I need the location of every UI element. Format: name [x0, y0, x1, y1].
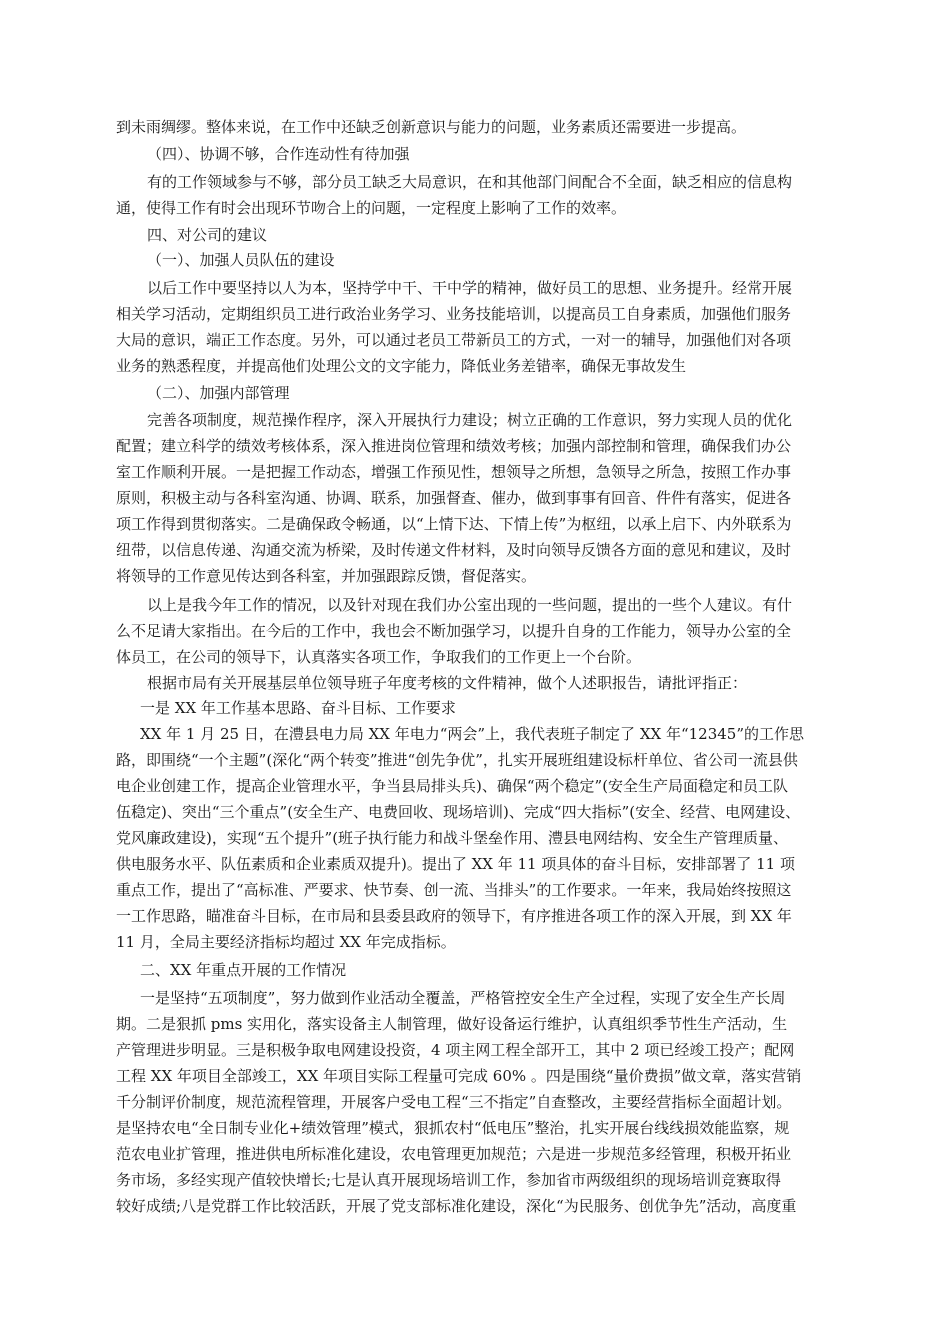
text-line: 将领导的工作意见传达到各科室，并加强跟踪反馈，督促落实。 [116, 567, 537, 585]
text-line: 完善各项制度，规范操作程序，深入开展执行力建设；树立正确的工作意识，努力实现人员的优化 [147, 411, 793, 429]
section-heading: 四、对公司的建议 [147, 226, 268, 244]
section-heading: （二）、加强内部管理 [147, 384, 290, 402]
text-line: 是坚持农电“全日制专业化+绩效管理”模式，狠抓农村“低电压”整治，扎实开展台线线损效能监察，规 [116, 1119, 790, 1137]
text-line: 一是坚持“五项制度”，努力做到作业活动全覆盖，严格管控安全生产全过程，实现了安全生产长周 [140, 989, 786, 1007]
text-line: 纽带，以信息传递、沟通交流为桥梁，及时传递文件材料，及时向领导反馈各方面的意见和建议，及时 [116, 541, 792, 559]
text-line: 期。二是狠抓 pms 实用化，落实设备主人制管理，做好设备运行维护，认真组织季节性生产活动，生 [116, 1015, 788, 1033]
section-heading: 一是 XX 年工作基本思路、奋斗目标、工作要求 [140, 699, 456, 717]
text-line: 路，即围绕“一个主题”(深化“两个转变”推进“创先争优”，扎实开展班组建设标杆单位、省公司一流县供 [116, 751, 798, 769]
text-line: 有的工作领域参与不够，部分员工缺乏大局意识，在和其他部门间配合不全面，缺乏相应的信息构 [147, 173, 793, 191]
text-line: 以后工作中要坚持以人为本，坚持学中干、干中学的精神，做好员工的思想、业务提升。经常开展 [147, 279, 793, 297]
text-line: 供电服务水平、队伍素质和企业素质双提升)。提出了 XX 年 11 项具体的奋斗目标，安排部署了 11 项 [116, 855, 795, 873]
section-heading: （一）、加强人员队伍的建设 [147, 251, 335, 269]
text-line: 千分制评价制度，规范流程管理，开展客户受电工程“三不指定”自查整改，主要经营指标全面超计划。 [116, 1093, 792, 1111]
text-line: 大局的意识，端正工作态度。另外，可以通过老员工带新员工的方式，一对一的辅导，加强他们对各项 [116, 331, 792, 349]
text-line: 务市场，多经实现产值较快增长;七是认真开展现场培训工作，参加省市两级组织的现场培训竞赛取得 [116, 1171, 782, 1189]
text-line: 党风廉政建设)，实现“五个提升”(班子执行能力和战斗堡垒作用、澧县电网结构、安全生产管理质量、 [116, 829, 789, 847]
text-line: 伍稳定)、突出“三个重点”(安全生产、电费回收、现场培训)、完成“四大指标”(安全、经营、电网建设、 [116, 803, 801, 821]
text-line: 么不足请大家指出。在今后的工作中，我也会不断加强学习，以提升自身的工作能力，领导办公室的全 [116, 622, 792, 640]
text-line: 项工作得到贯彻落实。二是确保政令畅通，以“上情下达、下情上传”为枢纽，以承上启下、内外联系为 [116, 515, 792, 533]
text-line: 产管理进步明显。三是积极争取电网建设投资，4 项主网工程全部开工，其中 2 项已经竣工投产；配网 [116, 1041, 795, 1059]
text-line: 电企业创建工作，提高企业管理水平，争当县局排头兵)、确保“两个稳定”(安全生产局面稳定和员工队 [116, 777, 789, 795]
text-line: 通，使得工作有时会出现环节吻合上的问题，一定程度上影响了工作的效率。 [116, 199, 627, 217]
text-line: 重点工作，提出了“高标准、严要求、快节奏、创一流、当排头”的工作要求。一年来，我局始终按照这 [116, 881, 792, 899]
text-line: 较好成绩;八是党群工作比较活跃，开展了党支部标准化建设，深化“为民服务、创优争先”活动，高度重 [116, 1197, 797, 1215]
text-line: 相关学习活动，定期组织员工进行政治业务学习、业务技能培训，以提高员工自身素质，加强他们服务 [116, 305, 792, 323]
section-heading: 二、XX 年重点开展的工作情况 [140, 961, 347, 979]
text-line: XX 年 1 月 25 日，在澧县电力局 XX 年电力“两会”上，我代表班子制定了 XX 年“12345”的工作思 [140, 725, 805, 743]
text-line: 配置；建立科学的绩效考核体系，深入推进岗位管理和绩效考核；加强内部控制和管理，确保我们办公 [116, 437, 792, 455]
text-line: 原则，积极主动与各科室沟通、协调、联系，加强督查、催办，做到事事有回音、件件有落实，促进各 [116, 489, 792, 507]
text-line: 根据市局有关开展基层单位领导班子年度考核的文件精神，做个人述职报告，请批评指正： [147, 674, 748, 692]
section-heading: （四）、协调不够，合作连动性有待加强 [147, 145, 410, 163]
text-line: 业务的熟悉程度，并提高他们处理公文的文字能力，降低业务差错率，确保无事故发生 [116, 357, 687, 375]
text-line: 范农电业扩管理，推进供电所标准化建设，农电管理更加规范；六是进一步规范多经管理，积极开拓业 [116, 1145, 792, 1163]
text-line: 室工作顺利开展。一是把握工作动态，增强工作预见性，想领导之所想，急领导之所急，按照工作办事 [116, 463, 792, 481]
text-line: 以上是我今年工作的情况，以及针对现在我们办公室出现的一些问题，提出的一些个人建议。有什 [147, 596, 793, 614]
text-line: 工程 XX 年项目全部竣工，XX 年项目实际工程量可完成 60% 。四是围绕“量价费损”做文章，落实营销 [116, 1067, 802, 1085]
text-line: 到未雨绸缪。整体来说，在工作中还缺乏创新意识与能力的问题，业务素质还需要进一步提高。 [116, 118, 747, 136]
text-line: 体员工，在公司的领导下，认真落实各项工作，争取我们的工作更上一个台阶。 [116, 648, 642, 666]
text-line: 11 月，全局主要经济指标均超过 XX 年完成指标。 [116, 933, 456, 951]
text-line: 一工作思路，瞄准奋斗目标，在市局和县委县政府的领导下，有序推进各项工作的深入开展，到 XX 年 [116, 907, 792, 925]
